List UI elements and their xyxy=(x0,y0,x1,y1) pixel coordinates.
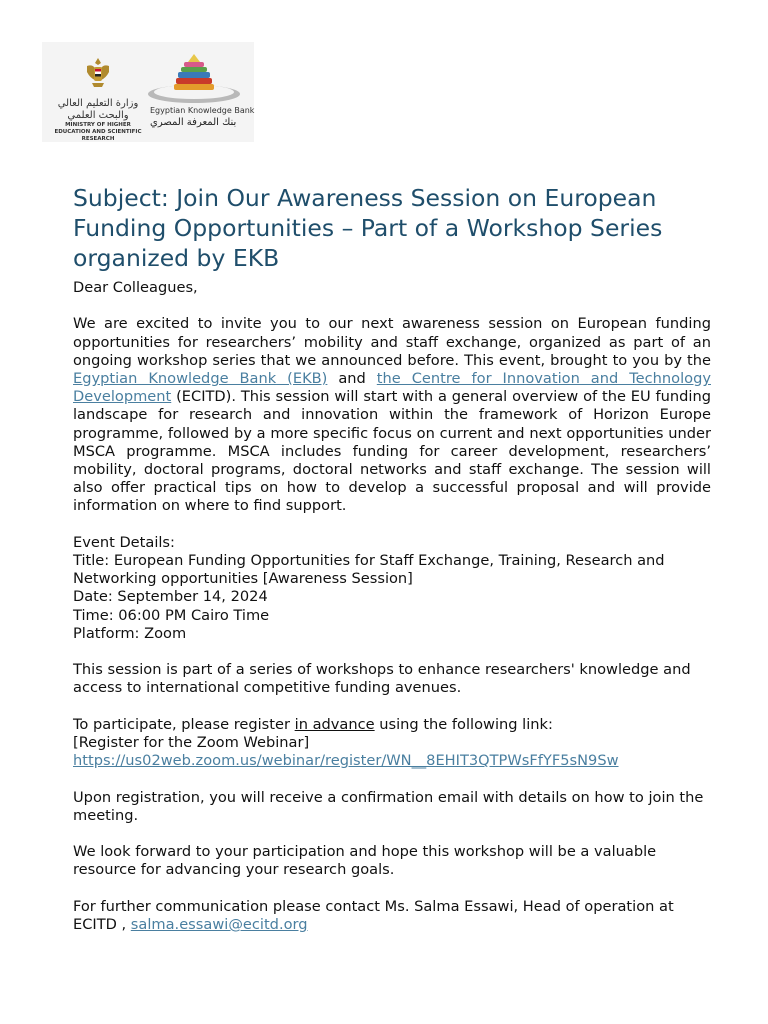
ekb-arabic-name: بنك المعرفة المصري xyxy=(150,117,237,128)
event-details xyxy=(73,534,711,643)
contact-paragraph xyxy=(73,898,711,934)
intro-paragraph xyxy=(73,315,711,515)
confirmation-paragraph: Upon registration, you will receive a confirmation email with details on how to join the meeting. xyxy=(73,788,704,824)
closing-paragraph: We look forward to your participation and hope this workshop will be a valuable resource for advancing your research goals. xyxy=(73,843,657,879)
ekb-english-name: Egyptian Knowledge Bank xyxy=(150,106,255,115)
ekb-logo xyxy=(146,54,255,134)
eagle-emblem-icon xyxy=(84,56,112,92)
register-section xyxy=(73,716,711,771)
ministry-logo xyxy=(52,56,144,142)
event-heading: Event Details: xyxy=(73,533,175,551)
ministry-english-name: MINISTRY OF HIGHER EDUCATION AND SCIENTIFIC RESEARCH xyxy=(54,122,142,142)
register-instruction xyxy=(73,716,711,734)
intro-text-3: (ECITD). This session will start with a general overview of the EU funding landscape for research and innovation within the framework of Horizon Europe programme, followed by a more specific focus on current and next opportunities under MSCA programme. MSCA includes funding for career development, researchers’ mobility, doctoral programs, doctoral networks and staff exchange. The session will also offer practical tips on how to develop a successful proposal and will provide information on where to find support. xyxy=(73,388,711,515)
ekb-link[interactable]: Egyptian Knowledge Bank (EKB) xyxy=(73,370,328,387)
series-paragraph: This session is part of a series of workshops to enhance researchers' knowledge and access to international competitive funding avenues. xyxy=(73,661,691,697)
register-label: [Register for the Zoom Webinar] xyxy=(73,734,310,752)
event-time: Time: 06:00 PM Cairo Time xyxy=(73,606,270,624)
zoom-register-link[interactable]: https://us02web.zoom.us/webinar/register/WN__8EHIT3QTPWsFfYF5sN9Sw xyxy=(73,752,619,770)
intro-text-2: and xyxy=(327,370,377,387)
event-date: Date: September 14, 2024 xyxy=(73,588,268,606)
ecitd-link[interactable]: the Centre for Innovation and Technology Development xyxy=(73,370,711,406)
email-subject: Subject: Join Our Awareness Session on European Funding Opportunities – Part of a Workshop Series organized by EKB xyxy=(73,184,663,272)
stacked-books-icon xyxy=(146,54,242,104)
ministry-arabic-name: وزارة التعليم العالي والبحث العلمي xyxy=(57,98,139,121)
in-advance-text: in advance xyxy=(294,715,375,733)
event-title: Title: European Funding Opportunities for Staff Exchange, Training, Research and Networking opportunities [Awareness Session] xyxy=(73,552,665,588)
greeting: Dear Colleagues, xyxy=(73,279,198,296)
event-platform: Platform: Zoom xyxy=(73,624,187,642)
contact-text: For further communication please contact Ms. Salma Essawi, Head of operation at ECITD , xyxy=(73,897,674,933)
header-logos xyxy=(42,42,254,142)
register-prefix: To participate, please register xyxy=(73,715,295,733)
register-suffix: using the following link: xyxy=(374,715,553,733)
email-body xyxy=(73,183,711,952)
contact-email-link[interactable]: salma.essawi@ecitd.org xyxy=(130,916,308,933)
intro-text-1: We are excited to invite you to our next awareness session on European funding opportunities for researchers’ mobility and staff exchange, organized as part of an ongoing workshop series that we announced before. This event, brought to you by the xyxy=(73,315,711,369)
